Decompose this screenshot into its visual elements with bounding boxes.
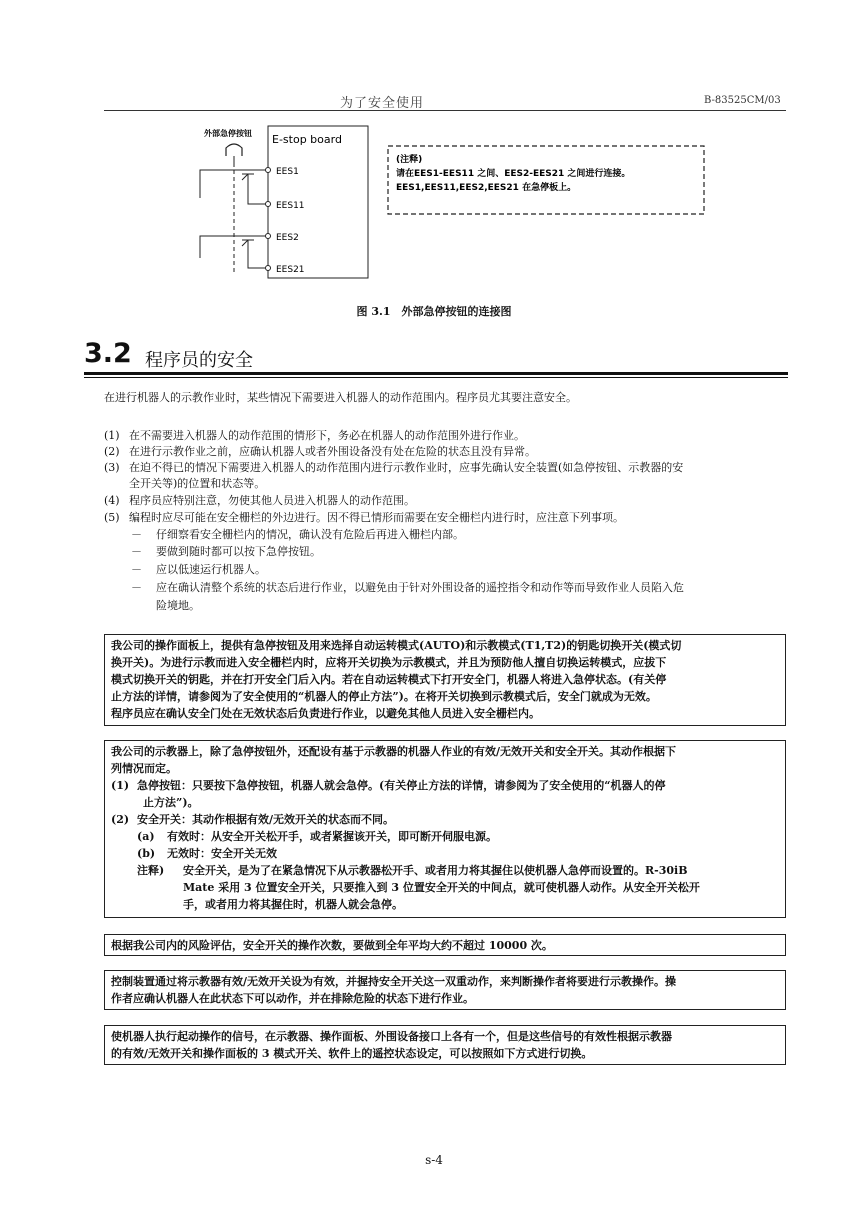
list-item-number: (1) (104, 429, 120, 442)
list-item (104, 444, 786, 460)
external-estop-button-label: 外部急停按钮 (204, 129, 252, 138)
item-number: (1) (111, 779, 130, 792)
list-item-text: 在不需要进入机器人的动作范围的情形下，务必在机器人的动作范围外进行作业。 (129, 429, 525, 442)
list-item (104, 510, 786, 526)
page-number: s-4 (425, 1153, 443, 1167)
estop-button-icon (226, 144, 242, 156)
sub-list-item-text: 要做到随时都可以按下急停按钮。 (156, 545, 321, 558)
risk-assessment-note-box (104, 934, 786, 956)
note-text-cont: 手，或者用力将其握住时，机器人就会急停。 (183, 898, 403, 911)
list-item-number: (2) (104, 445, 120, 458)
section-rule (84, 372, 788, 375)
box-line: 我公司的操作面板上，提供有急停按钮及用来选择自动运转模式(AUTO)和示教模式(T1,T2)的钥匙切换开关(模式切 (111, 639, 682, 652)
item-text: 急停按钮：只要按下急停按钮，机器人就会急停。(有关停止方法的详情，请参阅为了安全使用的“机器人的停 (137, 779, 666, 792)
section-intro: 在进行机器人的示教作业时，某些情况下需要进入机器人的动作范围内。程序员尤其要注意安全。 (104, 391, 577, 404)
teach-pendant-note-box (104, 740, 786, 918)
start-signal-note-box (104, 1025, 786, 1065)
box-sub-item (111, 845, 779, 862)
box-line: 程序员应在确认安全门处在无效状态后负责进行作业，以避免其他人员进入安全栅栏内。 (111, 707, 540, 720)
header-rule (104, 110, 786, 111)
section-number: 3.2 (84, 338, 132, 369)
item-number: (2) (111, 813, 130, 826)
list-item-number: (5) (104, 511, 120, 524)
list-item-text: 编程时应尽可能在安全栅栏的外边进行。因不得已情形而需要在安全栅栏内进行时，应注意下列事项。 (129, 511, 624, 524)
list-item-text: 在进行示教作业之前，应确认机器人或者外围设备没有处在危险的状态且没有异常。 (129, 445, 536, 458)
box-note (111, 862, 779, 879)
sub-list-item (104, 527, 786, 543)
sub-list-item-text: 应在确认清整个系统的状态后进行作业，以避免由于针对外围设备的遥控指令和动作等而导致作业人员陷入危 (156, 581, 684, 594)
sub-item-text: 无效时：安全开关无效 (167, 847, 277, 860)
sub-list-item (104, 580, 786, 614)
sub-item-text: 有效时：从安全开关松开手，或者紧握该开关，即可断开伺服电源。 (167, 830, 497, 843)
note-text: 安全开关，是为了在紧急情况下从示教器松开手、或者用力将其握住以使机器人急停而设置的。R-30iB (183, 864, 688, 877)
document-code: B-83525CM/03 (704, 95, 781, 106)
box-item (111, 811, 779, 828)
sub-list-item (104, 562, 786, 578)
box-line: 我公司的示教器上，除了急停按钮外，还配设有基于示教器的机器人作业的有效/无效开关和安全开关。其动作根据下 (111, 745, 677, 758)
box-sub-item (111, 828, 779, 845)
box-line: 使机器人执行起动操作的信号，在示教器、操作面板、外围设备接口上各有一个，但是这些信号的有效性根据示教器 (111, 1030, 672, 1043)
list-item (104, 493, 786, 509)
header-title: 为了安全使用 (340, 96, 425, 111)
estop-wiring-diagram (190, 118, 720, 288)
sub-list-item-text-cont: 险境地。 (156, 599, 200, 612)
terminal-ees21: EES21 (276, 265, 305, 275)
wiring-note-box (388, 146, 704, 214)
figure-caption: 图 3.1 外部急停按钮的连接图 (356, 305, 512, 318)
list-item-number: (3) (104, 461, 120, 474)
list-item-text: 程序员应特别注意，勿使其他人员进入机器人的动作范围。 (129, 494, 415, 507)
list-item-number: (4) (104, 494, 120, 507)
sub-item-label: (a) (137, 830, 155, 843)
box-line: 模式切换开关的钥匙，并在打开安全门后入内。若在自动运转模式下打开安全门，机器人将进入急停状态。(有关停 (111, 673, 667, 686)
note-label: 注释) (137, 864, 165, 877)
list-item (104, 460, 786, 492)
dash-bullet: － (131, 545, 142, 558)
item-text-cont: 止方法”)。 (143, 796, 199, 809)
terminal-ees1: EES1 (276, 167, 299, 177)
box-line: 作者应确认机器人在此状态下可以动作，并在排除危险的状态下进行作业。 (111, 992, 474, 1005)
note-text-cont: Mate 采用 3 位置安全开关，只要推入到 3 位置安全开关的中间点，就可使机器人动作。从安全开关松开 (183, 881, 700, 894)
box-line: 的有效/无效开关和操作面板的 3 模式开关、软件上的遥控状态设定，可以按照如下方式进行切换。 (111, 1047, 593, 1060)
section-rule-thin (84, 377, 788, 378)
item-text: 安全开关：其动作根据有效/无效开关的状态而不同。 (137, 813, 395, 826)
sub-item-label: (b) (137, 847, 156, 860)
box-line: 根据我公司内的风险评估，安全开关的操作次数，要做到全年平均大约不超过 10000 次。 (111, 939, 553, 952)
box-line: 换开关)。为进行示教而进入安全栅栏内时，应将开关切换为示教模式，并且为预防他人擅自切换运转模式，应拔下 (111, 656, 667, 669)
section-title: 程序员的安全 (145, 350, 253, 371)
list-item-text-cont: 全开关等)的位置和状态等。 (129, 477, 266, 490)
wiring-note-line-2: EES1,EES11,EES2,EES21 在急停板上。 (396, 183, 577, 193)
wiring-note-heading: (注释) (396, 155, 423, 165)
terminal-ees11: EES11 (276, 201, 305, 211)
sub-list-item-text: 应以低速运行机器人。 (156, 563, 266, 576)
box-line: 列情况而定。 (111, 762, 177, 775)
wiring-note-line-1: 请在EES1-EES11 之间、EES2-EES21 之间进行连接。 (396, 169, 631, 179)
dash-bullet: － (131, 581, 142, 594)
dash-bullet: － (131, 528, 142, 541)
box-line: 控制装置通过将示教器有效/无效开关设为有效，并握持安全开关这一双重动作，来判断操作者将要进行示教操作。操 (111, 975, 677, 988)
dual-action-note-box (104, 970, 786, 1010)
dash-bullet: － (131, 563, 142, 576)
sub-list-item-text: 仔细察看安全栅栏内的情况，确认没有危险后再进入栅栏内部。 (156, 528, 464, 541)
list-item-text: 在迫不得已的情况下需要进入机器人的动作范围内进行示教作业时，应事先确认安全装置(如急停按钮、示教器的安 (129, 461, 684, 474)
list-item (104, 428, 786, 444)
box-item (111, 777, 779, 794)
estop-board-label: E-stop board (272, 133, 342, 146)
box-line: 止方法的详情，请参阅为了安全使用的“机器人的停止方法”)。在将开关切换到示教模式后，安全门就成为无效。 (111, 690, 657, 703)
sub-list-item (104, 544, 786, 560)
terminal-ees2: EES2 (276, 233, 299, 243)
operator-panel-note-box (104, 634, 786, 726)
